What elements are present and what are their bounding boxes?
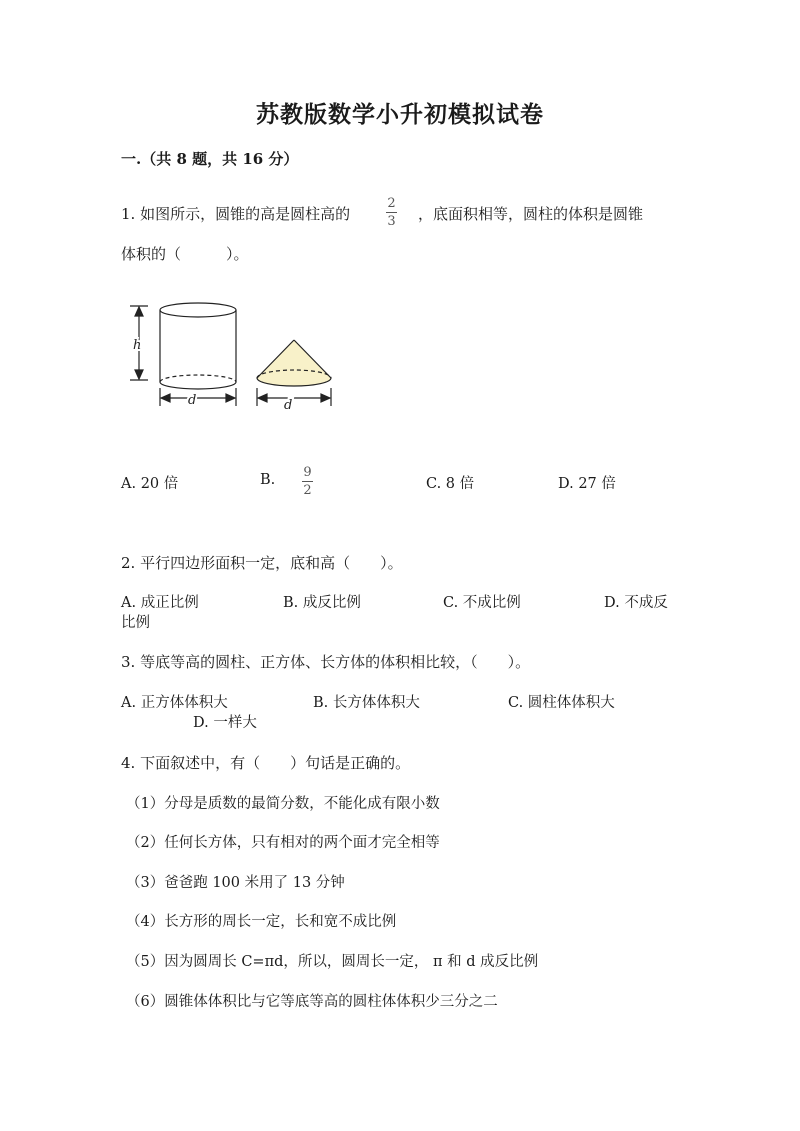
- q1-figure: [120, 292, 350, 422]
- q1-fraction-numerator: 2: [387, 196, 396, 211]
- section-heading: 一.（共 8 题，共 16 分）: [121, 150, 299, 168]
- q2-option-c[interactable]: C. 不成比例: [443, 595, 521, 611]
- q4-item-4: （4）长方形的周长一定，长和宽不成比例: [126, 914, 397, 930]
- q1-option-b-numerator: 9: [303, 465, 312, 480]
- q1-text-line2: 体积的（ ）。: [121, 245, 249, 263]
- fraction-bar: [302, 481, 313, 482]
- q3-option-c[interactable]: C. 圆柱体体积大: [508, 695, 615, 711]
- q1-option-c[interactable]: C. 8 倍: [426, 476, 475, 492]
- cone-diameter-dimension: [257, 388, 331, 406]
- q4-item-5: （5）因为圆周长 C=πd，所以，圆周长一定， π 和 d 成反比例: [126, 954, 539, 970]
- q1-fraction: [386, 196, 397, 229]
- cone-drawing: [257, 340, 331, 386]
- q2-text: 2. 平行四边形面积一定，底和高（ ）。: [121, 554, 403, 572]
- q3-option-a[interactable]: A. 正方体体积大: [121, 695, 228, 711]
- q4-item-1: （1）分母是质数的最简分数，不能化成有限小数: [126, 796, 440, 812]
- q1-option-a[interactable]: A. 20 倍: [121, 476, 179, 492]
- q4-item-6: （6）圆锥体体积比与它等底等高的圆柱体体积少三分之二: [126, 994, 498, 1010]
- q1-option-b[interactable]: B.: [260, 472, 276, 488]
- cylinder-drawing: [160, 303, 236, 389]
- q1-option-b-denominator: 2: [303, 483, 312, 498]
- q1-text-after: ，底面积相等，圆柱的体积是圆锥: [418, 205, 644, 223]
- q4-item-2: （2）任何长方体，只有相对的两个面才完全相等: [126, 835, 440, 851]
- q3-option-b[interactable]: B. 长方体体积大: [313, 695, 420, 711]
- q1-fraction-denominator: 3: [387, 214, 396, 229]
- cone-diameter-label: d: [284, 398, 293, 413]
- q3-text: 3. 等底等高的圆柱、正方体、长方体的体积相比较，（ ）。: [121, 653, 531, 671]
- page-title: 苏教版数学小升初模拟试卷: [256, 101, 544, 128]
- cyl-diameter-dimension: [160, 388, 236, 406]
- q2-option-d[interactable]: D. 不成反: [604, 595, 668, 611]
- q1-option-b-fraction: [302, 465, 313, 498]
- q2-option-b[interactable]: B. 成反比例: [283, 595, 361, 611]
- cyl-diameter-label: d: [188, 393, 197, 408]
- q4-text: 4. 下面叙述中，有（ ）句话是正确的。: [121, 754, 411, 772]
- q1-text-before: 1. 如图所示，圆锥的高是圆柱高的: [121, 205, 351, 223]
- q1-option-d[interactable]: D. 27 倍: [558, 476, 616, 492]
- q3-option-d[interactable]: D. 一样大: [193, 715, 257, 731]
- q2-option-d-continued: 比例: [121, 615, 150, 631]
- q4-item-3: （3）爸爸跑 100 米用了 13 分钟: [126, 875, 345, 891]
- height-label: h: [133, 338, 142, 353]
- fraction-bar: [386, 212, 397, 213]
- q2-option-a[interactable]: A. 成正比例: [121, 595, 199, 611]
